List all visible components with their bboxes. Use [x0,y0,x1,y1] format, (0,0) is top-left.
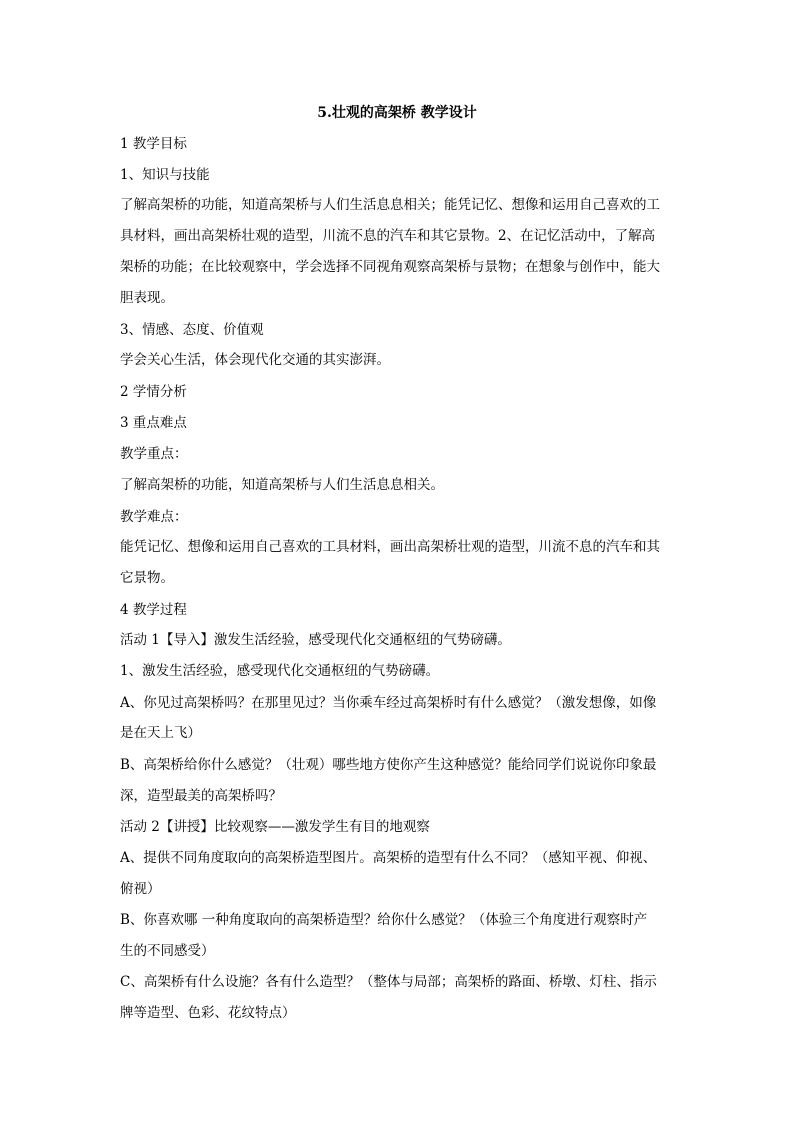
paragraph-line: 具材料，画出高架桥壮观的造型，川流不息的汽车和其它景物。2、在记忆活动中，了解高 [120,228,656,244]
paragraph-line: 架桥的功能；在比较观察中，学会选择不同视角观察高架桥与景物；在想象与创作中，能大 [120,259,660,275]
section-heading-learner-analysis: 2 学情分析 [120,384,187,400]
paragraph-line: 了解高架桥的功能，知道高架桥与人们生活息息相关。 [120,477,444,493]
paragraph-line: 学会关心生活，体会现代化交通的其实澎湃。 [120,352,390,368]
paragraph-line: B、你喜欢哪 一种角度取向的高架桥造型？给你什么感觉？（体验三个角度进行观察时产 [120,912,648,928]
subheading-teaching-difficulty: 教学难点： [120,509,188,525]
subheading-knowledge-skills: 1、知识与技能 [120,167,210,183]
activity-heading-2: 活动 2【讲授】比较观察——激发学生有目的地观察 [120,819,430,835]
paragraph-line: 牌等造型、色彩、花纹特点） [120,1005,296,1021]
subheading-values: 3、情感、态度、价值观 [120,322,264,338]
paragraph-line: 胆表现。 [120,290,174,306]
paragraph-line: 能凭记忆、想像和运用自己喜欢的工具材料，画出高架桥壮观的造型，川流不息的汽车和其 [120,539,660,555]
paragraph-line: 了解高架桥的功能，知道高架桥与人们生活息息相关；能凭记忆、想像和运用自己喜欢的工 [120,197,660,213]
section-heading-process: 4 教学过程 [120,602,187,618]
paragraph-line: 它景物。 [120,570,174,586]
paragraph-line: 1、激发生活经验，感受现代化交通枢纽的气势磅礴。 [120,663,440,679]
paragraph-line: 是在天上飞） [120,725,201,741]
paragraph-line: 俯视） [120,881,161,897]
document-title: 5.壮观的高架桥 教学设计 [317,105,477,121]
paragraph-line: 深，造型最美的高架桥吗？ [120,788,282,804]
section-heading-objectives: 1 教学目标 [120,136,187,152]
subheading-teaching-focus: 教学重点： [120,446,188,462]
activity-heading-1: 活动 1【导入】激发生活经验，感受现代化交通枢纽的气势磅礴。 [120,632,511,648]
paragraph-line: A、你见过高架桥吗？在那里见过？当你乘车经过高架桥时有什么感觉？（激发想像，如像 [120,695,657,711]
section-heading-key-points: 3 重点难点 [120,415,187,431]
paragraph-line: B、高架桥给你什么感觉？（壮观）哪些地方使你产生这种感觉？能给同学们说说你印象最 [120,757,657,773]
paragraph-line: 生的不同感受） [120,943,215,959]
paragraph-line: A、提供不同角度取向的高架桥造型图片。高架桥的造型有什么不同？（感知平视、仰视、 [120,850,657,866]
paragraph-line: C、高架桥有什么设施？各有什么造型？（整体与局部；高架桥的路面、桥墩、灯柱、指示 [120,974,657,990]
